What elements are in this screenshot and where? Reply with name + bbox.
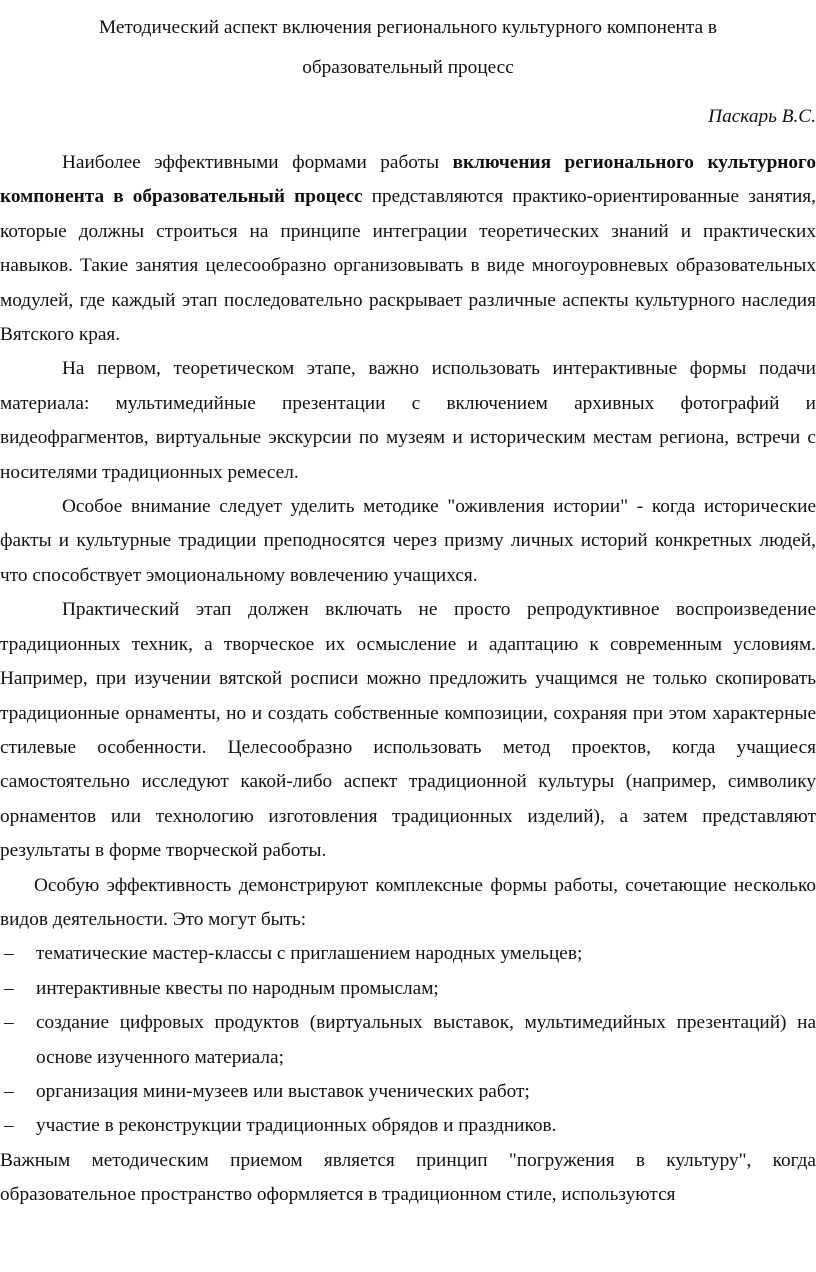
dash-icon: –	[4, 1012, 14, 1034]
paragraph-4: Практический этап должен включать не просто репродуктивное воспроизведение традиционных техник, а творческое их осмысление и адаптацию к современным условиям. Например, при изучении вятской росписи можно предложить учащимся не только скопировать традиционные орнаменты, но и создать собственные композиции, сохраняя при этом характерные стилевые особенности. Целесообразно использовать метод проектов, когда учащиеся самостоятельно исследуют какой-либо аспект традиционной культуры (например, символику орнаментов или технологию изготовления традиционных изделий), а затем представляют результаты в форме творческой работы.	[0, 599, 816, 862]
paragraph-2: На первом, теоретическом этапе, важно использовать интерактивные формы подачи материала: мультимедийные презентации с включением архивных фотографий и видеофрагментов, виртуальные экскурсии по музеям и историческим местам региона, встречи с носителями традиционных ремесел.	[0, 358, 816, 483]
title-line-2: образовательный процесс	[302, 57, 514, 78]
activity-list	[0, 937, 816, 1143]
dash-icon: –	[4, 943, 14, 965]
dash-icon: –	[4, 1080, 14, 1102]
paragraph-3: Особое внимание следует уделить методике "оживления истории" - когда исторические факты и культурные традиции преподносятся через призму личных историй конкретных людей, что способствует эмоциональному вовлечению учащихся.	[0, 496, 816, 586]
title-line-1: Методический аспект включения регионального культурного компонента в	[98, 17, 718, 38]
paragraph-1-start: Наиболее эффективными формами работы	[62, 152, 453, 173]
list-item: – интерактивные квесты по народным промыслам;	[0, 972, 816, 1006]
author-name: Паскарь В.С.	[708, 106, 816, 127]
paragraph-6: Важным методическим приемом является принцип "погружения в культуру", когда образовательное пространство оформляется в традиционном стиле, используются	[0, 1149, 816, 1206]
list-item: – организация мини-музеев или выставок ученических работ;	[0, 1075, 816, 1109]
list-item: – участие в реконструкции традиционных обрядов и праздников.	[0, 1109, 816, 1143]
paragraph-1	[0, 146, 816, 352]
list-item: – тематические мастер-классы с приглашением народных умельцев;	[0, 937, 816, 971]
paragraph-1-end: представляются практико-ориентированные занятия, которые должны строиться на принципе интеграции теоретических знаний и практических навыков. Такие занятия целесообразно организовывать в виде многоуровневых образовательных модулей, где каждый этап последовательно раскрывает различные аспекты культурного наследия Вятского края.	[0, 186, 816, 346]
dash-icon: –	[4, 977, 14, 999]
paragraph-5: Особую эффективность демонстрируют комплексные формы работы, сочетающие несколько видов деятельности. Это могут быть:	[0, 874, 816, 930]
document-title	[0, 8, 816, 88]
list-item: – создание цифровых продуктов (виртуальных выставок, мультимедийных презентаций) на основе изученного материала;	[0, 1006, 816, 1075]
paragraph-1-bold-phrase: включения регионального культурного компонента в образовательный процесс	[0, 152, 816, 208]
dash-icon: –	[4, 1115, 14, 1137]
